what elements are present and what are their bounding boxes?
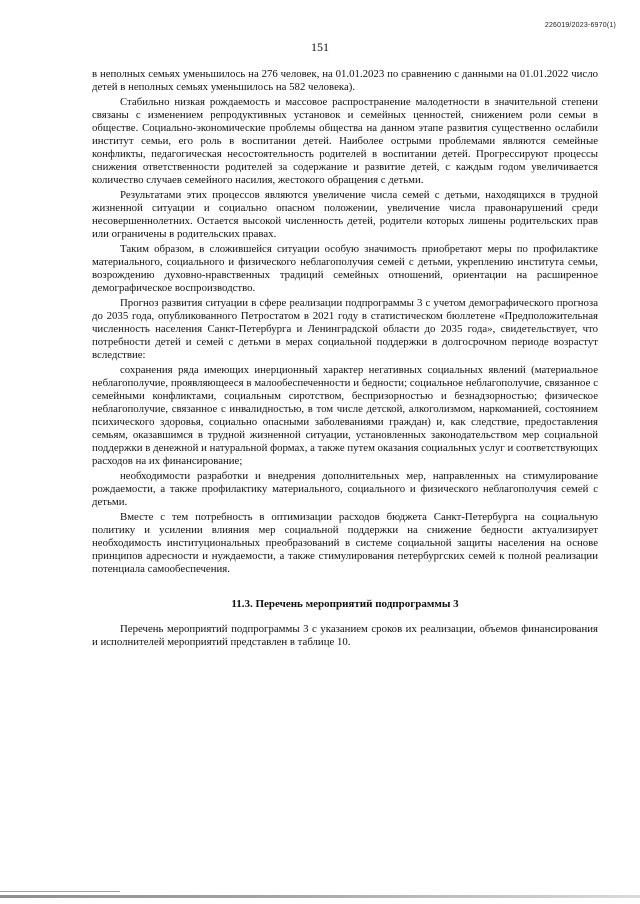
paragraph: необходимости разработки и внедрения дополнительных мер, направленных на стимулирование рождаемости, а также профилактику материального, социального и физического неблагополучия семей с детьми. bbox=[92, 470, 598, 508]
paragraph: сохранения ряда имеющих инерционный характер негативных социальных явлений (материальное неблагополучие, проявляющееся в малообеспеченности и бедности; социальное неблагополучие, связанное с семейными конфликтами, социальным сиротством, беспризорностью и безнадзорностью; физическое неблагополучие, связанное с инвалидностью, в том числе детской, алкоголизмом, наркоманией, состоянием психического здоровья, социально опасными заболеваниями граждан) и, как следствие, предоставления семьям, оказавшимся в трудной жизненной ситуации, установленных законодательством мер социальной поддержки в денежной и натуральной формах, а также путем оказания социальных услуг и соответствующих расходов на их финансирование; bbox=[92, 364, 598, 467]
paragraph: в неполных семьях уменьшилось на 276 человек, на 01.01.2023 по сравнению с данными на 01.01.2022 число детей в неполных семьях уменьшилось на 582 человека). bbox=[92, 68, 598, 93]
page-number: 151 bbox=[311, 40, 329, 54]
scan-artifact-edge bbox=[0, 895, 640, 898]
paragraph: Вместе с тем потребность в оптимизации расходов бюджета Санкт-Петербурга на социальную политику и усилении влияния мер социальной поддержки на снижение бедности актуализирует необходимость институциональных преобразований в системе социальной защиты населения на основе принципов адресности и нуждаемости, а также стимулирования петербургских семей к полной реализации потенциала самообеспечения. bbox=[92, 511, 598, 575]
document-registration-number: 226019/2023-6970(1) bbox=[544, 22, 616, 29]
paragraph: Таким образом, в сложившейся ситуации особую значимость приобретают меры по профилактике материального, социального и физического неблагополучия семей с детьми, укреплению института семьи, возрождению духовно-нравственных традиций семейных отношений, ориентации на расширенное демографическое воспроизводство. bbox=[92, 243, 598, 294]
section-paragraph: Перечень мероприятий подпрограммы 3 с указанием сроков их реализации, объемов финансирования и исполнителей мероприятий представлен в таблице 10. bbox=[92, 623, 598, 648]
paragraph: Прогноз развития ситуации в сфере реализации подпрограммы 3 с учетом демографического прогноза до 2035 года, опубликованного Петростатом в 2021 году в статистическом бюллетене «Предположительная численность населения Санкт-Петербурга и Ленинградской области до 2035 года», свидетельствует, что потребности детей и семей с детьми в мерах социальной поддержки в долгосрочном периоде возрастут вследствие: bbox=[92, 297, 598, 361]
section-heading: 11.3. Перечень мероприятий подпрограммы 3 bbox=[231, 598, 459, 610]
scan-artifact-line bbox=[0, 891, 120, 892]
paragraph: Стабильно низкая рождаемость и массовое распространение малодетности в значительной степени связаны с изменением репродуктивных установок и семейных ценностей, снижением роли семьи в обществе. Социально-экономические проблемы общества на данном этапе развития существенно ослабили институт семьи, его роль в воспитании детей. Наиболее острыми проблемами являются семейные конфликты, педагогическая несостоятельность родителей в воспитании детей. Прогрессируют процессы снижения ответственности родителей за содержание и развитие детей, с каждым годом увеличивается количество случаев семейного насилия, жестокого обращения с детьми. bbox=[92, 96, 598, 186]
document-body bbox=[92, 68, 598, 651]
paragraph: Результатами этих процессов являются увеличение числа семей с детьми, находящихся в трудной жизненной ситуации и социально опасном положении, увеличение числа правонарушений среди несовершеннолетних. Остается высокой численность детей, родители которых лишены родительских прав или ограничены в родительских правах. bbox=[92, 189, 598, 240]
